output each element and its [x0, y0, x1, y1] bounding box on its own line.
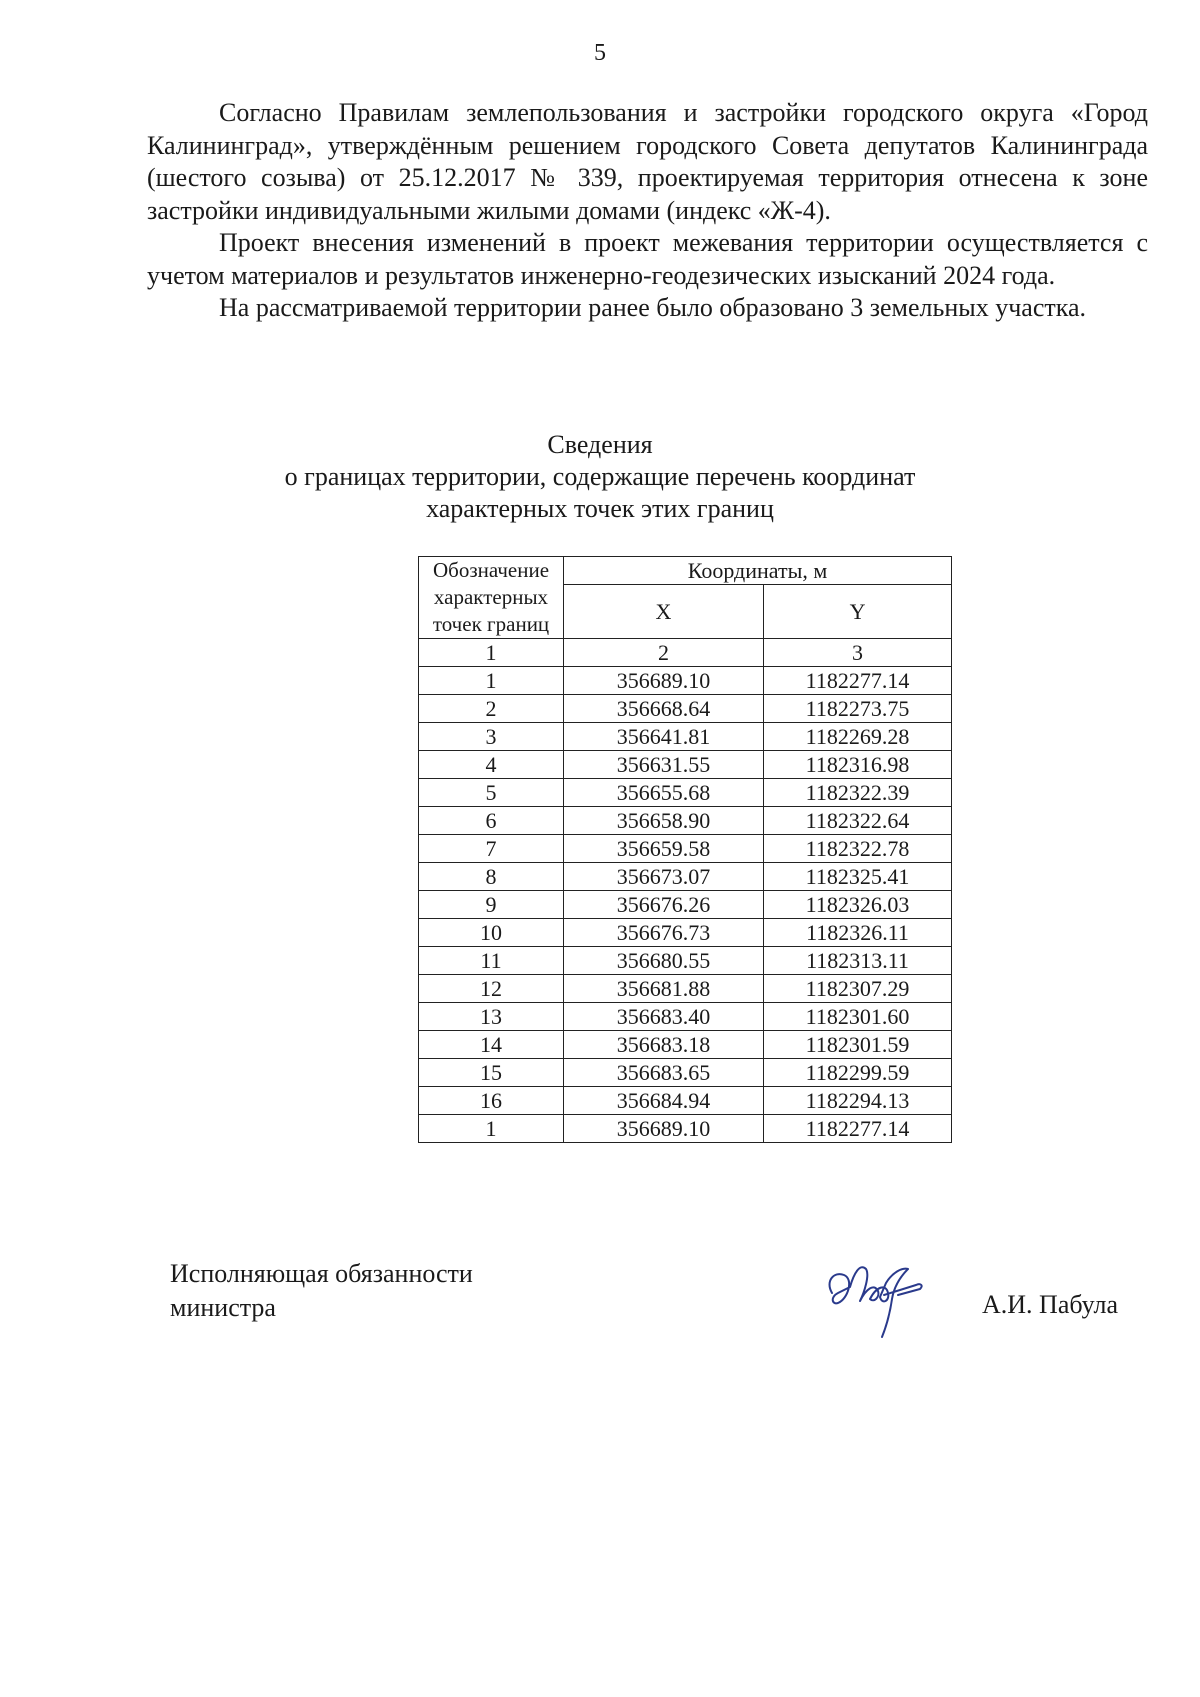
cell-x: 356684.94	[564, 1087, 764, 1115]
cell-point: 15	[419, 1059, 564, 1087]
cell-y: 1182299.59	[764, 1059, 952, 1087]
cell-point: 16	[419, 1087, 564, 1115]
cell-y: 1182294.13	[764, 1087, 952, 1115]
body-text	[147, 97, 1148, 325]
cell-x: 356668.64	[564, 695, 764, 723]
table-heading	[0, 429, 1200, 525]
table-row	[419, 807, 952, 835]
cell-point: 7	[419, 835, 564, 863]
table-row	[419, 891, 952, 919]
table-row	[419, 835, 952, 863]
cell-point: 8	[419, 863, 564, 891]
cell-x: 356673.07	[564, 863, 764, 891]
cell-point: 5	[419, 779, 564, 807]
table-row	[419, 863, 952, 891]
header-point-designation: Обозначение характерных точек границ	[419, 557, 564, 639]
cell-x: 356683.65	[564, 1059, 764, 1087]
table-row	[419, 1059, 952, 1087]
cell-point: 4	[419, 751, 564, 779]
cell-x: 356659.58	[564, 835, 764, 863]
header-y: Y	[764, 585, 952, 639]
cell-x: 356631.55	[564, 751, 764, 779]
cell-y: 1182301.60	[764, 1003, 952, 1031]
cell-point: 1	[419, 1115, 564, 1143]
paragraph-project: Проект внесения изменений в проект межевания территории осуществляется с учетом материалов и результатов инженерно-геодезических изысканий 2024 года.	[147, 228, 1148, 290]
cell-x: 356689.10	[564, 667, 764, 695]
heading-line-3: характерных точек этих границ	[426, 494, 774, 523]
cell-point: 6	[419, 807, 564, 835]
heading-line-2: о границах территории, содержащие перечень координат	[284, 462, 916, 491]
cell-x: 356655.68	[564, 779, 764, 807]
column-number: 1	[419, 639, 564, 667]
column-number: 3	[764, 639, 952, 667]
header-coordinates: Координаты, м	[564, 557, 952, 585]
signatory-position	[170, 1257, 473, 1325]
paragraph-zoning: Согласно Правилам землепользования и застройки городского округа «Город Калининград», утверждённым решением городского Совета депутатов Калининграда (шестого созыва) от 25.12.2017 № 339, проектируемая территория отнесена к зоне застройки индивидуальными жилыми домами (индекс «Ж-4).	[147, 98, 1148, 225]
cell-y: 1182322.78	[764, 835, 952, 863]
cell-x: 356676.73	[564, 919, 764, 947]
cell-y: 1182301.59	[764, 1031, 952, 1059]
cell-y: 1182273.75	[764, 695, 952, 723]
cell-x: 356681.88	[564, 975, 764, 1003]
header-x: X	[564, 585, 764, 639]
cell-x: 356680.55	[564, 947, 764, 975]
page-number: 5	[594, 40, 606, 66]
cell-x: 356658.90	[564, 807, 764, 835]
table-row	[419, 975, 952, 1003]
table-row	[419, 919, 952, 947]
heading-line-1: Сведения	[547, 430, 653, 459]
cell-point: 11	[419, 947, 564, 975]
handwritten-signature	[820, 1243, 940, 1343]
cell-point: 10	[419, 919, 564, 947]
cell-point: 12	[419, 975, 564, 1003]
cell-point: 3	[419, 723, 564, 751]
cell-point: 14	[419, 1031, 564, 1059]
cell-y: 1182316.98	[764, 751, 952, 779]
cell-point: 13	[419, 1003, 564, 1031]
cell-y: 1182269.28	[764, 723, 952, 751]
column-number-row	[419, 639, 952, 667]
table-row	[419, 695, 952, 723]
cell-y: 1182307.29	[764, 975, 952, 1003]
cell-y: 1182326.11	[764, 919, 952, 947]
cell-x: 356676.26	[564, 891, 764, 919]
coordinates-table	[418, 556, 952, 1143]
position-line-2: министра	[170, 1293, 276, 1322]
cell-y: 1182322.39	[764, 779, 952, 807]
coordinates-table-body	[419, 667, 952, 1143]
table-row	[419, 667, 952, 695]
cell-point: 9	[419, 891, 564, 919]
cell-y: 1182326.03	[764, 891, 952, 919]
table-row	[419, 723, 952, 751]
table-row	[419, 1003, 952, 1031]
position-line-1: Исполняющая обязанности	[170, 1259, 473, 1288]
paragraph-plots: На рассматриваемой территории ранее было образовано 3 земельных участка.	[219, 293, 1087, 322]
table-row	[419, 1031, 952, 1059]
cell-x: 356689.10	[564, 1115, 764, 1143]
cell-point: 1	[419, 667, 564, 695]
cell-y: 1182277.14	[764, 667, 952, 695]
cell-y: 1182322.64	[764, 807, 952, 835]
cell-y: 1182277.14	[764, 1115, 952, 1143]
table-row	[419, 947, 952, 975]
signatory-name: А.И. Пабула	[982, 1290, 1118, 1319]
column-number: 2	[564, 639, 764, 667]
cell-x: 356683.40	[564, 1003, 764, 1031]
cell-point: 2	[419, 695, 564, 723]
cell-y: 1182325.41	[764, 863, 952, 891]
table-row	[419, 1115, 952, 1143]
table-row	[419, 1087, 952, 1115]
table-row	[419, 751, 952, 779]
cell-x: 356683.18	[564, 1031, 764, 1059]
table-row	[419, 779, 952, 807]
cell-x: 356641.81	[564, 723, 764, 751]
cell-y: 1182313.11	[764, 947, 952, 975]
